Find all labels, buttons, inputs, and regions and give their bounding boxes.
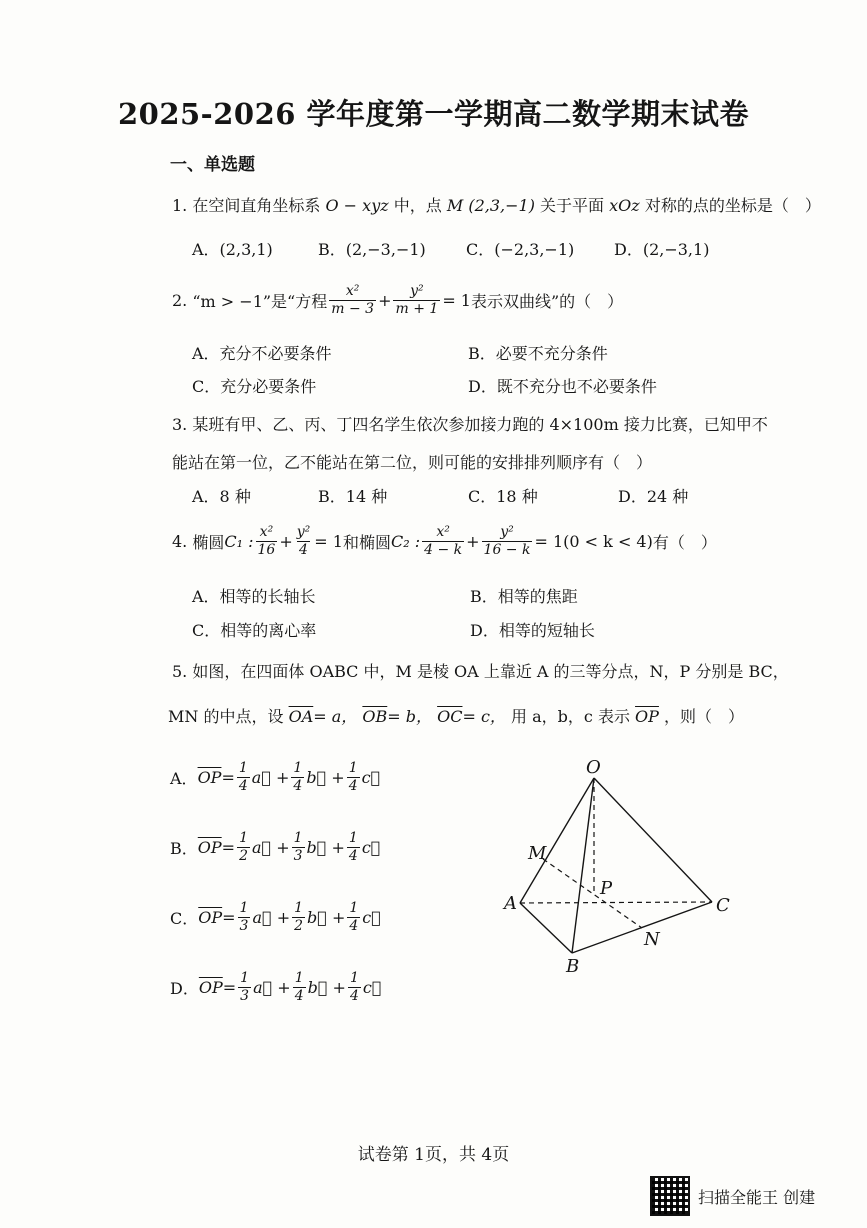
q5-option-label: C． — [170, 909, 199, 928]
q5-vec-ob: $\overline{OB}$ — [362, 707, 388, 726]
q4-number: 4. — [172, 532, 188, 551]
coef-num: 1 — [348, 830, 358, 846]
q4-option-a: A．相等的长轴长 — [192, 587, 316, 606]
q1-option-a: A．(2,3,1) — [192, 240, 273, 259]
vector-a: a⃗ + — [252, 908, 291, 927]
coef-num: 1 — [349, 900, 359, 916]
q4-mid: 和椭圆 — [342, 533, 391, 552]
q5-coefficient — [292, 900, 305, 935]
q5-coefficient — [292, 830, 305, 865]
q2-f1-num: x² — [345, 283, 360, 299]
q5-option-lhs: $\overline{OP}$ — [197, 768, 222, 787]
q5-oc-val: = c， — [462, 707, 506, 726]
q4-eq2: = 1(0 < k < 4) — [534, 532, 653, 551]
q5-vec-oc: $\overline{OC}$ — [437, 707, 463, 726]
q2-f2-den: m + 1 — [395, 301, 439, 317]
q1-option-c: C．(−2,3,−1) — [466, 240, 575, 259]
q3-option-d: D．24 种 — [618, 487, 689, 506]
coef-num: 1 — [348, 760, 358, 776]
q2-f2-num: y² — [410, 283, 424, 299]
q5-option-b — [170, 830, 380, 865]
coef-den: 2 — [294, 918, 304, 934]
vector-b: b⃗ + — [307, 978, 346, 997]
q1-option-d: D．(2,−3,1) — [614, 240, 710, 259]
q5-option-equals: = — [221, 768, 235, 787]
coef-den: 4 — [293, 778, 303, 794]
q2-option-c: C．充分必要条件 — [192, 377, 317, 396]
q1-text-d: 对称的点的坐标是（ ） — [644, 196, 821, 215]
vector-c: c⃗ — [362, 978, 382, 997]
q5-oa-val: = a， — [313, 707, 358, 726]
question-3 — [172, 412, 768, 435]
q3-option-b: B．14 种 — [318, 487, 388, 506]
q5-vec-op: $\overline{OP}$ — [635, 707, 659, 726]
label-b: B — [566, 956, 580, 977]
q5-line-2a: MN 的中点，设 — [168, 707, 284, 726]
q4-d-den: 16 − k — [483, 542, 531, 558]
label-n: N — [644, 929, 660, 950]
q4-a-num: x² — [259, 524, 274, 540]
qr-code-icon — [650, 1176, 690, 1216]
q2-option-a: A．充分不必要条件 — [192, 344, 332, 363]
q1-text-c: 关于平面 — [540, 196, 605, 215]
q4-fraction-b — [295, 524, 313, 559]
q4-lead: 椭圆 — [192, 533, 225, 552]
q3-option-a: A．8 种 — [192, 487, 251, 506]
q1-text-a: 在空间直角坐标系 — [192, 196, 321, 215]
q2-number: 2. — [172, 291, 188, 310]
q2-eq: = 1 — [442, 291, 471, 310]
q5-coefficient — [348, 970, 361, 1005]
coef-den: 4 — [349, 918, 359, 934]
coef-den: 4 — [348, 778, 358, 794]
q4-eq1: = 1 — [314, 532, 343, 551]
coef-num: 1 — [238, 760, 248, 776]
q4-option-b: B．相等的焦距 — [470, 587, 578, 606]
coef-num: 1 — [239, 900, 249, 916]
q4-c1: C₁ : — [224, 532, 254, 551]
edge-ab — [520, 903, 572, 953]
q2-option-b: B．必要不充分条件 — [468, 344, 608, 363]
q3-line-2: 能站在第一位，乙不能站在第二位，则可能的安排排列顺序有（ ） — [172, 453, 653, 472]
q5-number: 5. — [172, 662, 188, 681]
coef-num: 1 — [239, 830, 248, 846]
coef-den: 3 — [293, 848, 303, 864]
vector-b: b⃗ + — [306, 768, 345, 787]
q1-text-b: 中，点 — [393, 196, 442, 215]
q4-fraction-a — [256, 524, 278, 559]
q5-option-lhs: $\overline{OP}$ — [198, 908, 223, 927]
q4-a-den: 16 — [257, 542, 276, 558]
q5-option-label: A． — [170, 769, 198, 788]
q5-option-equals: = — [222, 978, 237, 997]
tetrahedron-figure — [490, 752, 740, 977]
q4-fraction-d — [482, 524, 533, 559]
q5-option-c — [170, 900, 381, 935]
q1-point: M (2,3,−1) — [446, 196, 535, 215]
edge-oa — [520, 778, 594, 903]
q5-coefficient — [347, 830, 360, 865]
q5-coefficient — [238, 970, 251, 1005]
q5-option-label: B． — [170, 839, 198, 858]
edge-ob — [572, 778, 594, 953]
q5-line-2c: ，则（ ） — [664, 707, 745, 726]
stamp-text: 扫描全能王 创建 — [698, 1187, 816, 1207]
q3-option-c: C．18 种 — [468, 487, 538, 506]
q5-coefficient — [237, 830, 250, 865]
q5-coefficient — [237, 760, 250, 795]
q4-c-num: x² — [436, 524, 450, 540]
q5-option-d — [170, 970, 381, 1005]
q1-plane: xOz — [609, 196, 640, 215]
page-title: 2025-2026 学年度第一学期高二数学期末试卷 — [117, 97, 750, 131]
q1-number: 1. — [172, 196, 188, 215]
q2-plus: + — [378, 291, 392, 310]
q5-option-lhs: $\overline{OP}$ — [197, 838, 222, 857]
q4-b-num: y² — [296, 524, 311, 540]
q4-option-c: C．相等的离心率 — [192, 621, 317, 640]
q5-line-1: 如图，在四面体 OABC 中，M 是棱 OA 上靠近 A 的三等分点，N，P 分别是 BC， — [192, 662, 789, 681]
label-c: C — [716, 895, 730, 916]
q4-fraction-c — [422, 524, 464, 559]
edge-ac-hidden — [520, 902, 712, 903]
page-footer: 试卷第 1页，共 4页 — [357, 1145, 510, 1165]
q2-fraction-2 — [393, 283, 440, 318]
coef-num: 1 — [293, 830, 303, 846]
scanner-stamp — [650, 1176, 815, 1216]
q3-number: 3. — [172, 415, 188, 434]
coef-den: 4 — [349, 988, 359, 1004]
q5-option-a — [170, 760, 380, 795]
q3-line-1: 某班有甲、乙、丙、丁四名学生依次参加接力跑的 4×100m 接力比赛，已知甲不 — [192, 415, 768, 434]
label-p: P — [600, 878, 613, 899]
q5-coefficient — [238, 900, 251, 935]
coef-den: 4 — [294, 988, 304, 1004]
q5-option-equals: = — [222, 908, 236, 927]
q5-coefficient — [347, 900, 360, 935]
vector-a: a⃗ + — [251, 838, 290, 857]
coef-den: 4 — [348, 848, 358, 864]
vector-c: c⃗ — [362, 908, 381, 927]
q4-c2: C₂ : — [390, 532, 421, 551]
q1-system: O − xyz — [325, 196, 389, 215]
question-5 — [172, 659, 789, 682]
coef-num: 1 — [349, 970, 359, 986]
label-o: O — [586, 757, 601, 778]
coef-den: 2 — [239, 848, 248, 864]
coef-num: 1 — [294, 970, 304, 986]
label-a: A — [504, 893, 517, 914]
question-1 — [172, 193, 821, 216]
q5-coefficient — [347, 760, 360, 795]
coef-den: 3 — [240, 988, 250, 1004]
question-2 — [172, 283, 623, 318]
q2-fraction-1 — [329, 283, 376, 318]
q4-b-den: 4 — [299, 542, 308, 558]
vector-c: c⃗ — [361, 838, 381, 857]
q5-line-2b: 用 a，b，c 表示 — [511, 707, 630, 726]
q5-vec-oa: $\overline{OA}$ — [288, 707, 314, 726]
vector-b: b⃗ + — [306, 838, 345, 857]
q5-coefficient — [293, 970, 306, 1005]
q2-lead: “m > −1”是“方程 — [192, 292, 328, 311]
segment-mn — [543, 859, 642, 928]
vector-a: a⃗ + — [253, 978, 291, 997]
vector-b: b⃗ + — [307, 908, 346, 927]
vector-a: a⃗ + — [251, 768, 290, 787]
coef-den: 4 — [238, 778, 248, 794]
q4-tail: 有（ ） — [652, 533, 717, 552]
coef-num: 1 — [240, 970, 250, 986]
q5-line-2 — [168, 704, 744, 727]
section-heading: 一、单选题 — [170, 155, 255, 175]
q5-ob-val: = b， — [387, 707, 433, 726]
q2-option-d: D．既不充分也不必要条件 — [468, 377, 657, 396]
q1-option-b: B．(2,−3,−1) — [318, 240, 426, 259]
q5-coefficient — [291, 760, 304, 795]
q4-c-den: 4 − k — [424, 542, 463, 558]
coef-num: 1 — [294, 900, 304, 916]
coef-num: 1 — [293, 760, 303, 776]
q4-d-num: y² — [500, 524, 514, 540]
q5-option-label: D． — [170, 979, 199, 998]
question-4: 4. 椭圆 C₁ : $\frac{\text{x²}}{16}$ + $\frac{\text{y²}}{4}$ = 1 和椭圆 C₂ : $\frac{\text{x²}}{4 - k}$ + $\frac{\text{y²}}{16 - k}$ = 1(0 < k < 4) 有（ ） — [172, 524, 717, 558]
coef-den: 3 — [239, 918, 249, 934]
label-m: M — [528, 843, 547, 864]
vector-c: c⃗ — [361, 768, 381, 787]
q2-f1-den: m − 3 — [331, 301, 375, 317]
q2-tail: 表示双曲线”的（ ） — [470, 292, 624, 311]
q5-option-equals: = — [221, 838, 236, 857]
q5-option-lhs: $\overline{OP}$ — [198, 978, 223, 997]
q4-option-d: D．相等的短轴长 — [470, 621, 595, 640]
